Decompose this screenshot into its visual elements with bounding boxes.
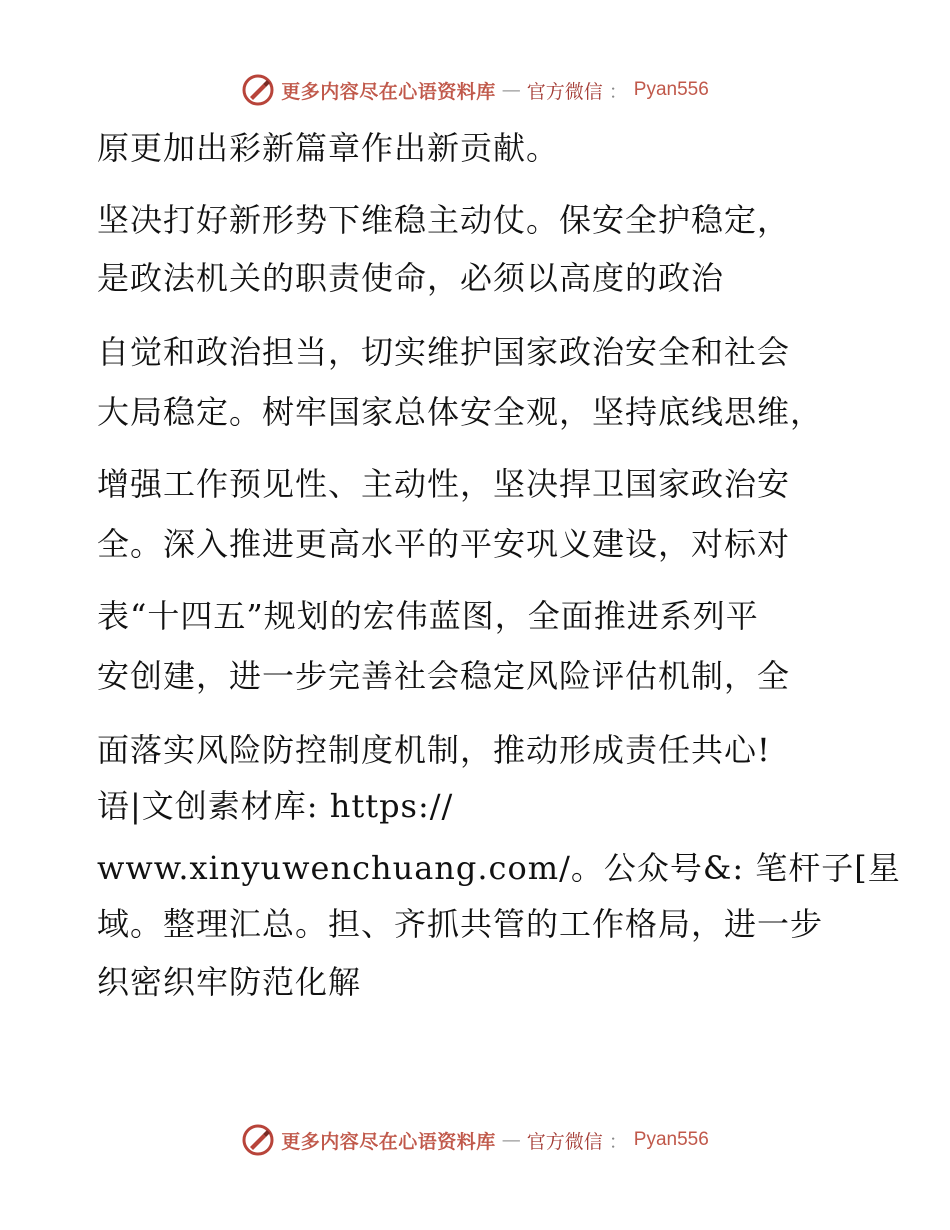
text-line: 原更加出彩新篇章作出新贡献。 — [97, 129, 560, 167]
text-line: 大局稳定。树牢国家总体安全观，坚持底线思维， — [97, 393, 824, 431]
text-line: 安创建，进一步完善社会稳定风险评估机制，全 — [97, 657, 791, 695]
footer-watermark-banner — [0, 1120, 950, 1160]
banner-wechat-label: 官方微信 — [526, 1130, 603, 1153]
banner-separator: — — [501, 79, 521, 101]
banner-wechat-id: Pyan556 — [633, 1129, 709, 1150]
banner-wechat-id: Pyan556 — [633, 79, 709, 100]
banner-main-text: 更多内容尽在心语资料库 — [281, 1130, 496, 1153]
text-line: 语|文创素材库: https:// — [97, 787, 454, 825]
banner-wechat-label: 官方微信 — [526, 80, 603, 103]
banner-colon: ： — [608, 1130, 628, 1153]
text-line: www.xinyuwenchuang.com/。公众号&: 笔杆子[星 — [97, 849, 901, 887]
text-line: 域。整理汇总。担、齐抓共管的工作格局，进一步 — [97, 905, 824, 943]
text-line: 全。深入推进更高水平的平安巩义建设，对标对 — [97, 525, 791, 563]
pen-logo-icon — [241, 1123, 275, 1157]
text-line: 是政法机关的职责使命，必须以高度的政治 — [97, 259, 725, 297]
text-line: 自觉和政治担当，切实维护国家政治安全和社会 — [97, 333, 791, 371]
banner-colon: ： — [608, 80, 628, 103]
banner-main-text: 更多内容尽在心语资料库 — [281, 80, 496, 103]
text-line: 表“十四五”规划的宏伟蓝图，全面推进系列平 — [97, 597, 759, 635]
banner-separator: — — [501, 1129, 521, 1151]
text-line: 织密织牢防范化解 — [97, 963, 362, 1001]
text-line: 增强工作预见性、主动性，坚决捍卫国家政治安 — [97, 465, 791, 503]
text-line: 坚决打好新形势下维稳主动仗。保安全护稳定， — [97, 201, 791, 239]
text-line: 面落实风险防控制度机制，推动形成责任共心! — [97, 731, 771, 769]
